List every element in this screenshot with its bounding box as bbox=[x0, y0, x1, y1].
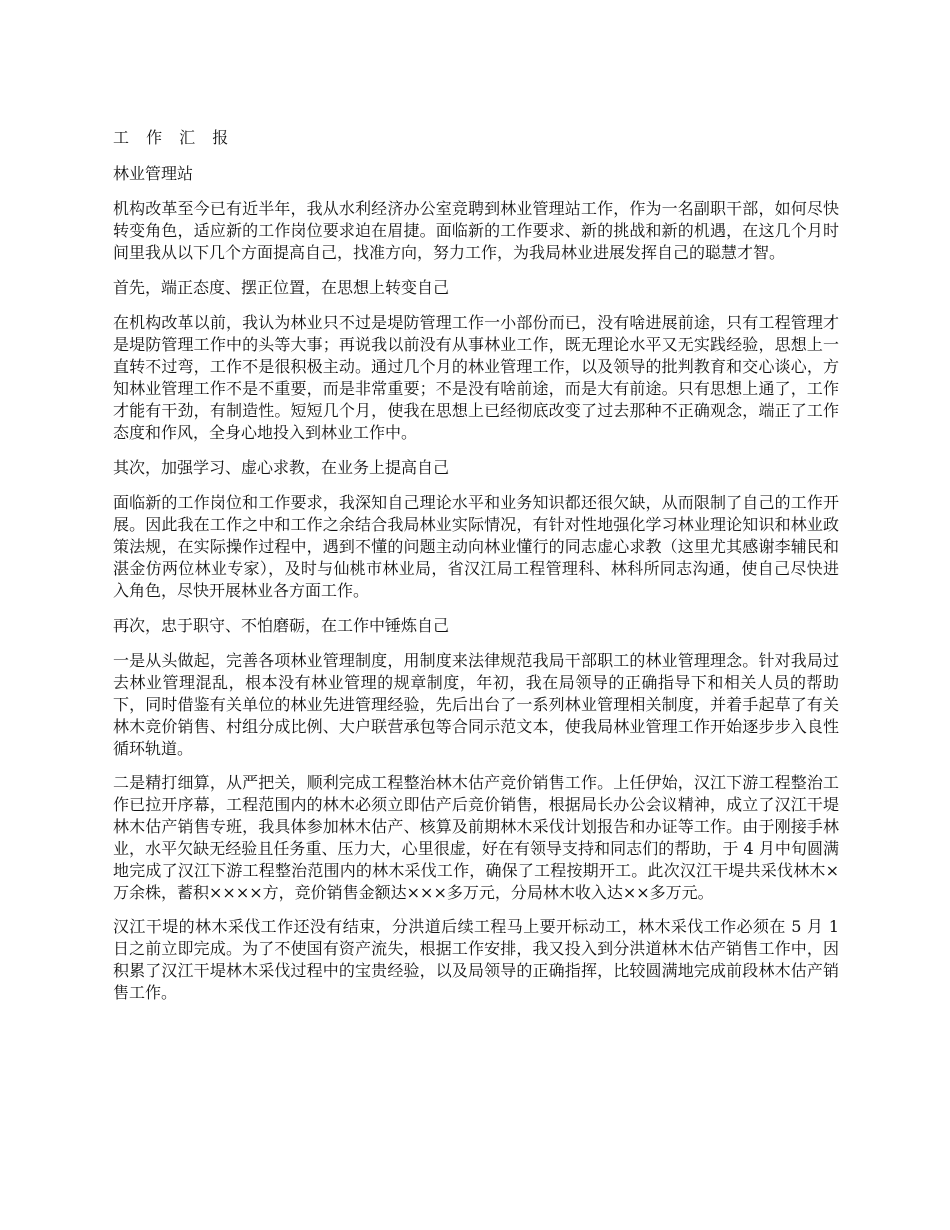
document-title: 工 作 汇 报 bbox=[113, 128, 235, 147]
intro-paragraph: 机构改革至今已有近半年，我从水利经济办公室竞聘到林业管理站工作，作为一名副职干部，如何尽快转变角色，适应新的工作岗位要求迫在眉捷。面临新的工作要求、新的挑战和新的机遇，在这几个月时间里我从以下几个方面提高自己，找准方向，努力工作，为我局林业进展发挥自己的聪慧才智。 bbox=[113, 199, 839, 262]
section1-paragraph: 在机构改革以前，我认为林业只不过是堤防管理工作一小部份而已，没有啥进展前途，只有工程管理才是堤防管理工作中的头等大事；再说我以前没有从事林业工作，既无理论水平又无实践经验，思想上一直转不过弯，工作不是很积极主动。通过几个月的林业管理工作，以及领导的批判教育和交心谈心，方知林业管理工作不是不重要，而是非常重要；不是没有啥前途，而是大有前途。只有思想上通了，工作才能有干劲，有制造性。短短几个月，使我在思想上已经彻底改变了过去那种不正确观念，端正了工作态度和作风，全身心地投入到林业工作中。 bbox=[113, 313, 839, 442]
section1-heading: 首先，端正态度、摆正位置，在思想上转变自己 bbox=[113, 278, 450, 297]
report-document bbox=[113, 126, 839, 1016]
section2-paragraph: 面临新的工作岗位和工作要求，我深知自己理论水平和业务知识都还很欠缺，从而限制了自己的工作开展。因此我在工作之中和工作之余结合我局林业实际情况，有针对性地强化学习林业理论知识和林业政策法规，在实际操作过程中，遇到不懂的问题主动向林业懂行的同志虚心求教（这里尤其感谢李辅民和湛金仿两位林业专家），及时与仙桃市林业局，省汉江局工程管理科、林科所同志沟通，使自己尽快进入角色，尽快开展林业各方面工作。 bbox=[113, 493, 839, 600]
section2-heading: 其次，加强学习、虚心求教，在业务上提高自己 bbox=[113, 458, 450, 477]
section3-paragraph-2: 二是精打细算，从严把关，顺利完成工程整治林木估产竞价销售工作。上任伊始，汉江下游工程整治工作已拉开序幕，工程范围内的林木必须立即估产后竞价销售，根据局长办公会议精神，成立了汉江干堤林木估产销售专班，我具体参加林木估产、核算及前期林木采伐计划报告和办证等工作。由于刚接手林业，水平欠缺无经验且任务重、压力大，心里很虚，好在有领导支持和同志们的帮助，于 4 月中旬圆满地完成了汉江下游工程整治范围内的林木采伐工作，确保了工程按期开工。此次汉江干堤共采伐林木×万余株，蓄积××××方，竞价销售金额达×××多万元，分局林木收入达××多万元。 bbox=[113, 773, 839, 902]
section3-heading: 再次，忠于职守、不怕磨砺，在工作中锤炼自己 bbox=[113, 616, 450, 635]
organization-name: 林业管理站 bbox=[113, 164, 194, 183]
section3-paragraph-3: 汉江干堤的林木采伐工作还没有结束，分洪道后续工程马上要开标动工，林木采伐工作必须在 5 月 1 日之前立即完成。为了不使国有资产流失，根据工作安排，我又投入到分洪道林木估产销售工作中，因积累了汉江干堤林木采伐过程中的宝贵经验，以及局领导的正确指挥，比较圆满地完成前段林木估产销售工作。 bbox=[113, 917, 839, 1002]
section3-paragraph-1: 一是从头做起，完善各项林业管理制度，用制度来法律规范我局干部职工的林业管理理念。针对我局过去林业管理混乱，根本没有林业管理的规章制度，年初，我在局领导的正确指导下和相关人员的帮助下，同时借鉴有关单位的林业先进管理经验，先后出台了一系列林业管理相关制度，并着手起草了有关林木竞价销售、村组分成比例、大户联营承包等合同示范文本，使我局林业管理工作开始逐步步入良性循环轨道。 bbox=[113, 651, 839, 758]
